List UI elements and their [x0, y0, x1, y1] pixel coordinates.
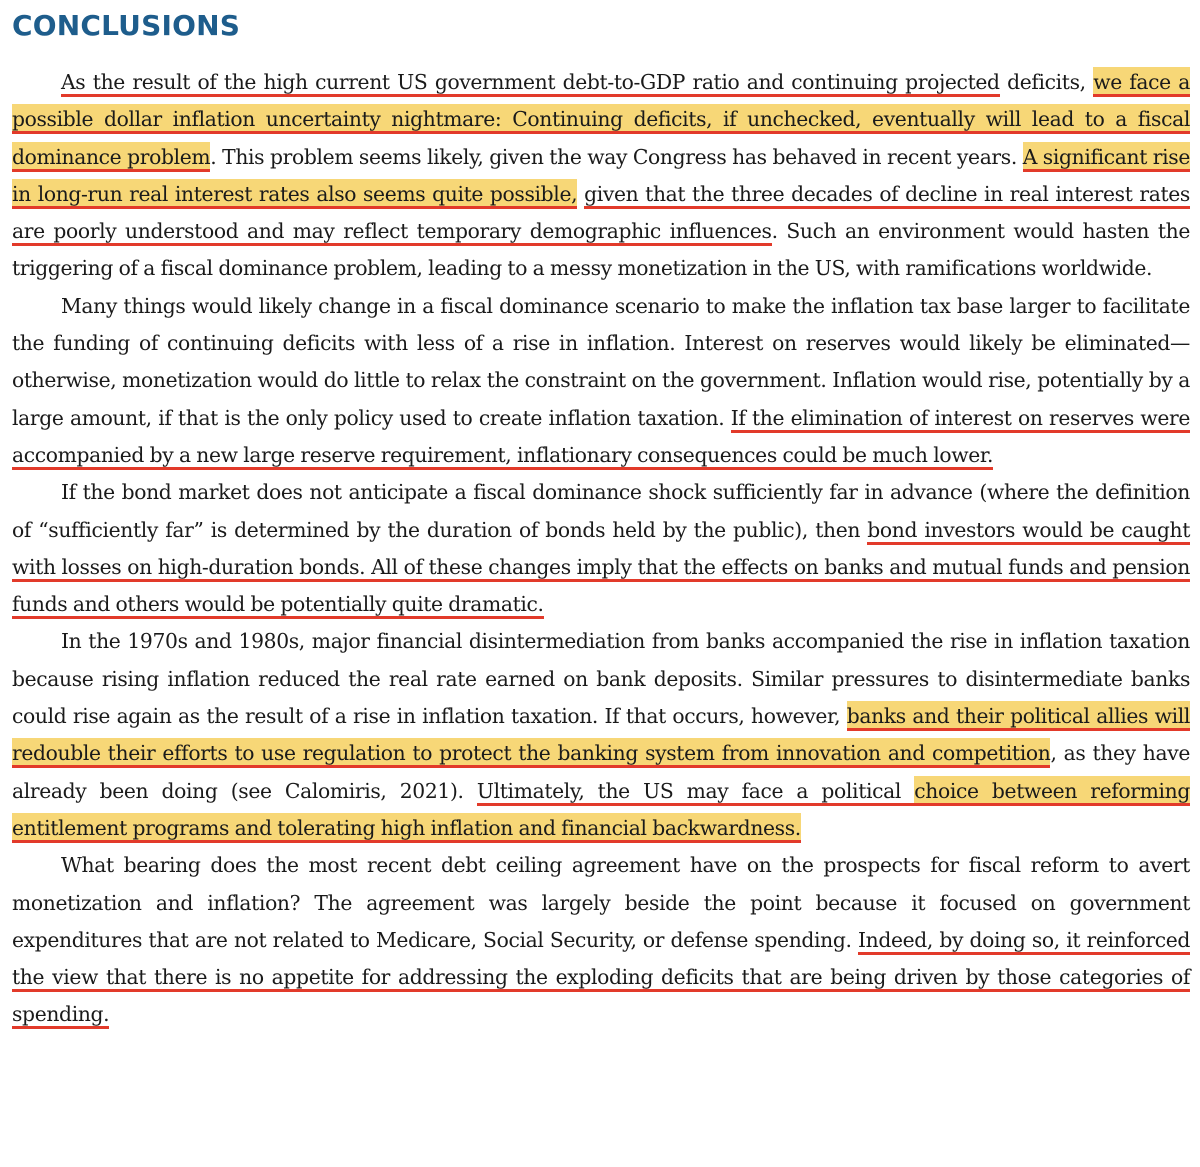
body-text-segment: , as they have already been doing (see Calomiris, 2021).	[12, 741, 1190, 803]
highlighted-text: banks and their political allies will redouble their efforts to use regulation to protect the banking system from innovation and competition	[12, 701, 1190, 768]
underlined-text: bond investors would be caught with losses on high-duration bonds. All of these changes imply that the effects on banks and mutual funds and pension funds and others would be potentially quite dramatic.	[12, 518, 1190, 620]
highlighted-text: A significant rise in long-run real interest rates also seems quite possible,	[12, 142, 1190, 209]
paragraph	[12, 64, 1190, 288]
highlighted-text: we face a possible dollar inflation uncertainty nightmare: Continuing deficits, if unchecked, eventually will lead to a fiscal dominance problem	[12, 67, 1190, 172]
underlined-text: Indeed, by doing so, it reinforced the view that there is no appetite for addressing the exploding deficits that are being driven by those categories of spending.	[12, 928, 1190, 1030]
conclusions-body	[12, 64, 1190, 1034]
underlined-text: given that the three decades of decline in real interest rates are poorly understood and may reflect temporary demographic influences	[12, 182, 1190, 246]
underlined-text: If the elimination of interest on reserves were accompanied by a new large reserve requirement, inflationary consequences could be much lower.	[12, 406, 1190, 470]
underlined-text: Ultimately, the US may face a political	[477, 779, 914, 806]
body-text-segment: In the 1970s and 1980s, major financial disintermediation from banks accompanied the rise in inflation taxation because rising inflation reduced the real rate earned on bank deposits. Similar pressures to disintermediate banks could rise again as the result of a rise in inflation taxation. If that occurs, however,	[12, 629, 1190, 729]
paragraph	[12, 288, 1190, 474]
section-heading: CONCLUSIONS	[12, 9, 241, 42]
body-text-segment: What bearing does the most recent debt ceiling agreement have on the prospects for fiscal reform to avert monetization and inflation? The agreement was largely beside the point because it focused on government expenditures that are not related to Medicare, Social Security, or defense spending.	[12, 853, 1190, 952]
body-text-segment: Many things would likely change in a fiscal dominance scenario to make the inflation tax base larger to facilitate the funding of continuing deficits with less of a rise in inflation. Interest on reserves would likely be eliminated—otherwise, monetization would do little to relax the constraint on the government. Inflation would rise, potentially by a large amount, if that is the only policy used to create inflation taxation.	[12, 293, 1190, 430]
highlighted-text: choice between reforming entitlement programs and tolerating high inflation and financial backwardness.	[12, 776, 1190, 843]
underlined-text: As the result of the high current US government debt-to-GDP ratio and continuing projected	[61, 70, 1000, 97]
body-text-segment: If the bond market does not anticipate a fiscal dominance shock sufficiently far in advance (where the definition of “sufficiently far” is determined by the duration of bonds held by the public), then	[12, 480, 1190, 542]
paragraph	[12, 623, 1190, 847]
paragraph	[12, 847, 1190, 1033]
paragraph	[12, 474, 1190, 623]
body-text-segment: deficits,	[999, 70, 1094, 94]
body-text-segment: . Such an environment would hasten the triggering of a fiscal dominance problem, leading to a messy monetization in the US, with ramifications worldwide.	[12, 219, 1190, 281]
body-text-segment: . This problem seems likely, given the way Congress has behaved in recent years.	[210, 144, 1023, 169]
